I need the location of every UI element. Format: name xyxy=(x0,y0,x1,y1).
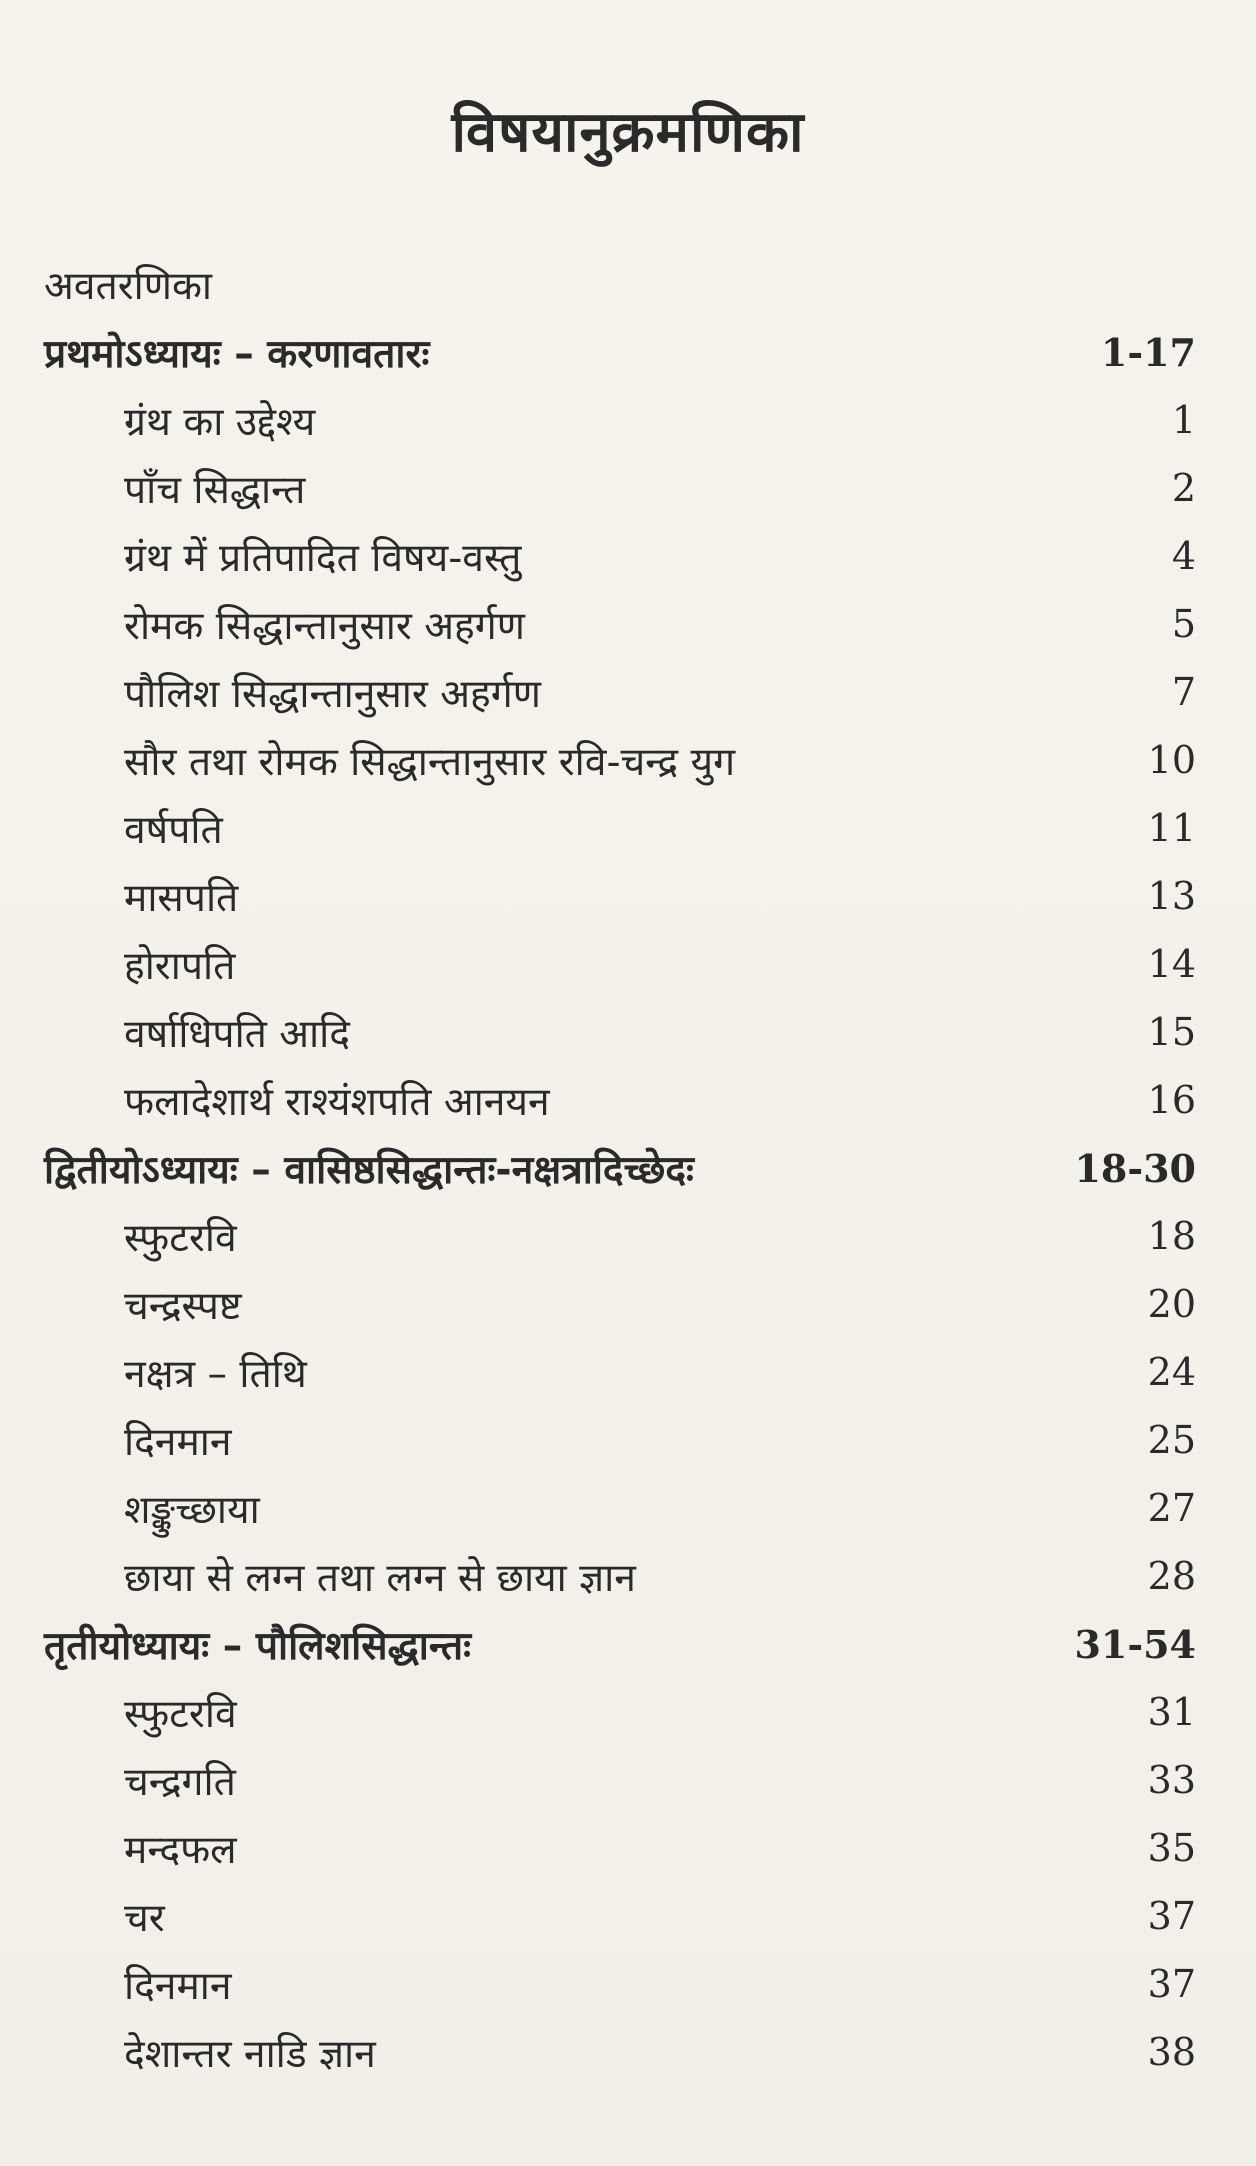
toc-section-row xyxy=(44,1066,1196,1134)
toc-section-row xyxy=(44,658,1196,726)
toc-entry-title: प्रथमोऽध्यायः – करणावतारः xyxy=(44,331,430,377)
toc-page-number: 37 xyxy=(1147,1894,1196,1938)
toc-page-number: 28 xyxy=(1147,1554,1196,1598)
toc-section-row xyxy=(44,862,1196,930)
toc-entry-title: अवतरणिका xyxy=(44,263,213,309)
toc-section-row xyxy=(44,1474,1196,1542)
toc-page-number: 33 xyxy=(1147,1758,1196,1802)
toc-page-number: 38 xyxy=(1147,2030,1196,2074)
toc-entry-title: द्वितीयोऽध्यायः – वासिष्ठसिद्धान्तः-नक्षत्रादिच्छेदः xyxy=(44,1147,694,1193)
toc-section-row xyxy=(44,522,1196,590)
toc-page-number: 16 xyxy=(1147,1078,1196,1122)
toc-entry-title: चन्द्रगति xyxy=(124,1759,236,1805)
toc-section-row xyxy=(44,930,1196,998)
toc-section-row xyxy=(44,1746,1196,1814)
toc-page-number: 10 xyxy=(1147,738,1196,782)
toc-entry-title: स्फुटरवि xyxy=(124,1215,237,1261)
toc-page-number: 31-54 xyxy=(1074,1621,1196,1667)
toc-page-number: 7 xyxy=(1171,670,1196,714)
toc-section-row xyxy=(44,386,1196,454)
toc-entry-title: चन्द्रस्पष्ट xyxy=(124,1283,242,1329)
toc-section-row xyxy=(44,794,1196,862)
toc-chapter-row xyxy=(44,1610,1196,1678)
toc-entry-title: होरापति xyxy=(124,943,236,989)
toc-page-number: 14 xyxy=(1147,942,1196,986)
toc-section-row xyxy=(44,590,1196,658)
toc-section-row xyxy=(44,2018,1196,2086)
toc-entry-title: चर xyxy=(124,1895,165,1941)
toc-entry-title: शङ्कुच्छाया xyxy=(124,1487,260,1533)
toc-page-number: 18-30 xyxy=(1074,1145,1196,1191)
toc-section-row xyxy=(44,1814,1196,1882)
toc-entry-title: ग्रंथ का उद्देश्य xyxy=(124,399,316,445)
toc-section-row xyxy=(44,1406,1196,1474)
toc-entry-title: दिनमान xyxy=(124,1963,232,2009)
toc-page-number: 5 xyxy=(1171,602,1196,646)
toc-page-number: 31 xyxy=(1147,1690,1196,1734)
toc-page-number: 20 xyxy=(1147,1282,1196,1326)
toc-section-row xyxy=(44,1202,1196,1270)
toc-section-row xyxy=(44,1882,1196,1950)
toc-entry-title: फलादेशार्थ राश्यंशपति आनयन xyxy=(124,1079,550,1125)
toc-entry-title: मासपति xyxy=(124,875,239,921)
toc-entry-title: रोमक सिद्धान्तानुसार अहर्गण xyxy=(124,603,525,649)
toc-page-number: 1 xyxy=(1171,398,1196,442)
toc-entry-title: दिनमान xyxy=(124,1419,232,1465)
toc-page-number: 27 xyxy=(1147,1486,1196,1530)
page-title: विषयानुक्रमणिका xyxy=(451,100,805,165)
toc-section-row xyxy=(44,1542,1196,1610)
toc-entry-title: मन्दफल xyxy=(124,1827,237,1873)
toc-section-row xyxy=(44,1270,1196,1338)
toc-section-row xyxy=(44,1950,1196,2018)
toc-page-number: 18 xyxy=(1147,1214,1196,1258)
toc-section-row xyxy=(44,1678,1196,1746)
toc-entry-title: पौलिश सिद्धान्तानुसार अहर्गण xyxy=(124,671,541,717)
toc-section-row xyxy=(44,726,1196,794)
toc-entry-title: नक्षत्र – तिथि xyxy=(124,1351,307,1397)
toc-chapter-row xyxy=(44,318,1196,386)
toc-page-number: 2 xyxy=(1171,466,1196,510)
toc-page-number: 25 xyxy=(1147,1418,1196,1462)
toc-entry-title: देशान्तर नाडि ज्ञान xyxy=(124,2031,376,2077)
toc-page-number: 24 xyxy=(1147,1350,1196,1394)
toc-entry-title: स्फुटरवि xyxy=(124,1691,237,1737)
toc-section-row xyxy=(44,1338,1196,1406)
toc-section-row xyxy=(44,998,1196,1066)
toc-page-number: 37 xyxy=(1147,1962,1196,2006)
toc-page-number: 35 xyxy=(1147,1826,1196,1870)
toc-entry-title: वर्षाधिपति आदि xyxy=(124,1011,350,1057)
toc-chapter-row xyxy=(44,1134,1196,1202)
toc-entry-title: ग्रंथ में प्रतिपादित विषय-वस्तु xyxy=(124,535,522,581)
toc-page-number: 11 xyxy=(1147,806,1196,850)
toc-page-number: 15 xyxy=(1147,1010,1196,1054)
toc-section-row xyxy=(44,454,1196,522)
toc-page-number: 4 xyxy=(1171,534,1196,578)
toc-entry-title: छाया से लग्न तथा लग्न से छाया ज्ञान xyxy=(124,1555,636,1601)
toc-entry-title: वर्षपति xyxy=(124,807,223,853)
table-of-contents xyxy=(44,250,1196,2086)
toc-entry-title: तृतीयोध्यायः – पौलिशसिद्धान्तः xyxy=(44,1623,471,1669)
toc-entry-title: पाँच सिद्धान्त xyxy=(124,467,306,513)
toc-page-number: 13 xyxy=(1147,874,1196,918)
toc-entry-title: सौर तथा रोमक सिद्धान्तानुसार रवि-चन्द्र युग xyxy=(124,739,736,785)
toc-page-number: 1-17 xyxy=(1100,329,1196,375)
toc-intro-row xyxy=(44,250,1196,318)
